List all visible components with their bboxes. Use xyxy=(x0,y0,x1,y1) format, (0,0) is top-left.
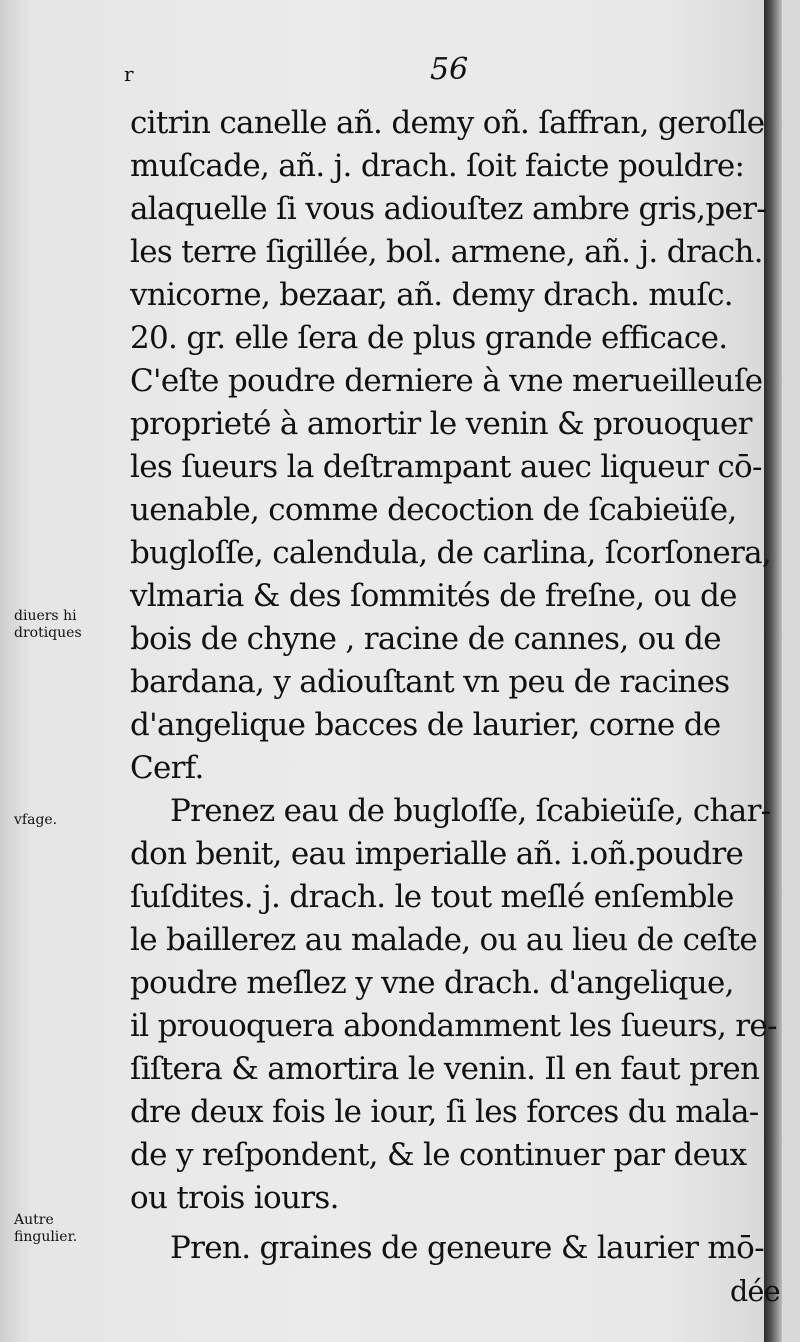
page-edge xyxy=(764,0,782,1342)
body-line: dre deux fois le iour, ſi les forces du mala- xyxy=(130,1094,759,1130)
body-line: Prenez eau de bugloſſe, ſcabieüſe, char- xyxy=(170,793,771,829)
body-line: bardana, y adiouſtant vn peu de racines xyxy=(130,664,730,700)
margin-note-line: drotiques xyxy=(14,625,82,641)
body-line: de y reſpondent, & le continuer par deux xyxy=(130,1137,747,1173)
body-line: 20. gr. elle ſera de plus grande efficace. xyxy=(130,320,728,356)
body-line: le baillerez au malade, ou au lieu de ceſte xyxy=(130,922,758,958)
body-line: alaquelle ſi vous adiouſtez ambre gris,per- xyxy=(130,191,767,227)
margin-note-diuers-hidrotiques xyxy=(14,608,126,642)
body-line: muſcade, añ. j. drach. ſoit faicte pouldre: xyxy=(130,148,745,184)
body-line: vnicorne, bezaar, añ. demy drach. muſc. xyxy=(130,277,733,313)
body-line: vlmaria & des ſommités de freſne, ou de xyxy=(130,578,737,614)
page-number: 56 xyxy=(430,52,469,87)
body-line: d'angelique bacces de laurier, corne de xyxy=(130,707,721,743)
printer-mark: r xyxy=(124,62,134,86)
body-line: bugloſſe, calendula, de carlina, ſcorſonera, xyxy=(130,535,772,571)
margin-note-line: vfage. xyxy=(14,812,58,828)
body-line: don benit, eau imperialle añ. i.oñ.poudre xyxy=(130,836,744,872)
body-line: les ſueurs la deſtrampant auec liqueur cō- xyxy=(130,449,762,485)
margin-note-autre-singulier xyxy=(14,1212,126,1246)
body-line: il prouoquera abondamment les ſueurs, re- xyxy=(130,1008,777,1044)
margin-note-vsage xyxy=(14,812,126,829)
body-line: proprieté à amortir le venin & prouoquer xyxy=(130,406,752,442)
margin-note-line: diuers hi xyxy=(14,608,77,624)
body-line: ſiſtera & amortira le venin. Il en faut pren xyxy=(130,1051,760,1087)
body-line: poudre meſlez y vne drach. d'angelique, xyxy=(130,965,734,1001)
body-line: ou trois iours. xyxy=(130,1180,339,1216)
body-line: uenable, comme decoction de ſcabieüſe, xyxy=(130,492,737,528)
body-line: C'eſte poudre derniere à vne merueilleuſe xyxy=(130,363,763,399)
margin-note-line: fingulier. xyxy=(14,1229,78,1245)
body-line: bois de chyne , racine de cannes, ou de xyxy=(130,621,721,657)
body-line: citrin canelle añ. demy oñ. ſaffran, geroſle xyxy=(130,105,765,141)
body-line: Pren. graines de geneure & laurier mō- xyxy=(170,1230,764,1266)
body-line: ſuſdites. j. drach. le tout meſlé enſemble xyxy=(130,879,734,915)
body-line: Cerf. xyxy=(130,750,204,786)
body-line: les terre ſigillée, bol. armene, añ. j. drach. xyxy=(130,234,763,270)
body-line: dée xyxy=(730,1275,780,1308)
margin-note-line: Autre xyxy=(14,1212,54,1228)
